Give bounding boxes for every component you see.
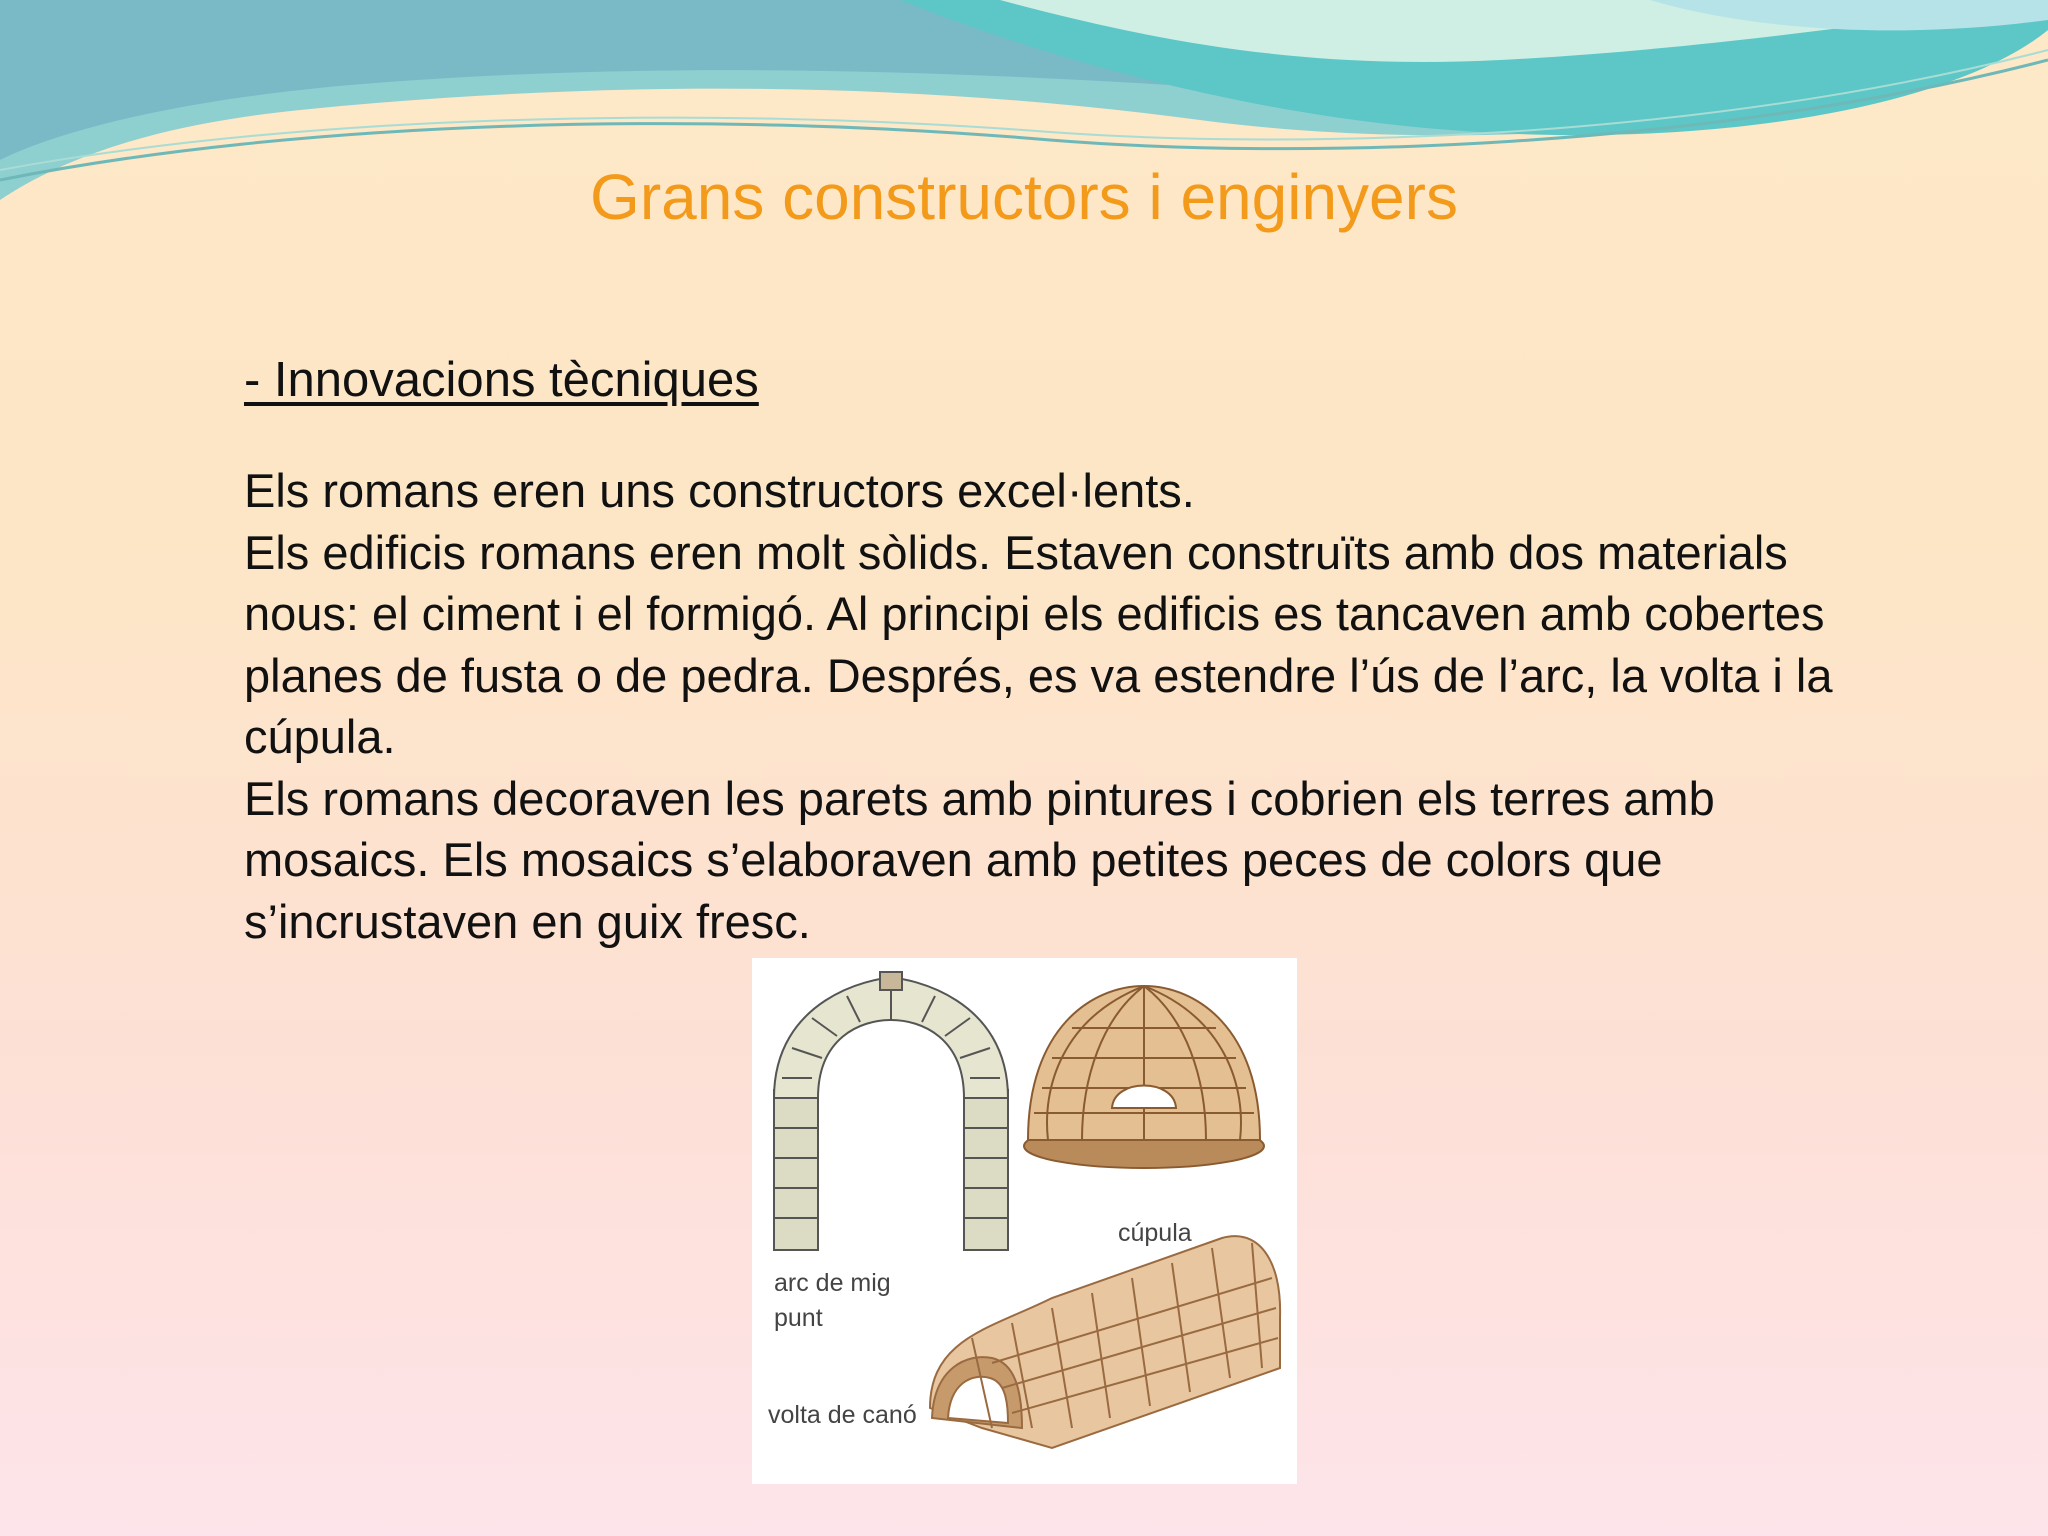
body-text <box>244 460 1864 952</box>
architecture-illustration <box>752 958 1297 1484</box>
slide-title: Grans constructors i enginyers <box>590 161 1458 233</box>
caption-volta: volta de canó <box>768 1401 917 1429</box>
caption-arc: arc de mig punt <box>774 1269 891 1332</box>
caption-cupula: cúpula <box>1118 1219 1192 1247</box>
arch-drawing <box>774 972 1008 1250</box>
body-paragraph: Els edificis romans eren molt sòlids. Estaven construïts amb dos materials nous: el ciment i el formigó. Al principi els edificis es tancaven amb cobertes planes de fusta o de pedra. Després, es va estendre l’ús de l’arc, la volta i la cúpula. <box>244 525 1833 763</box>
section-subheading: - Innovacions tècniques <box>244 353 759 407</box>
dome-drawing <box>1024 986 1264 1168</box>
body-paragraph: Els romans eren uns constructors excel·lents. <box>244 464 1195 517</box>
barrel-vault-drawing <box>930 1236 1280 1448</box>
body-paragraph: Els romans decoraven les parets amb pintures i cobrien els terres amb mosaics. Els mosaics s’elaboraven amb petites peces de colors que s’incrustaven en guix fresc. <box>244 771 1715 948</box>
